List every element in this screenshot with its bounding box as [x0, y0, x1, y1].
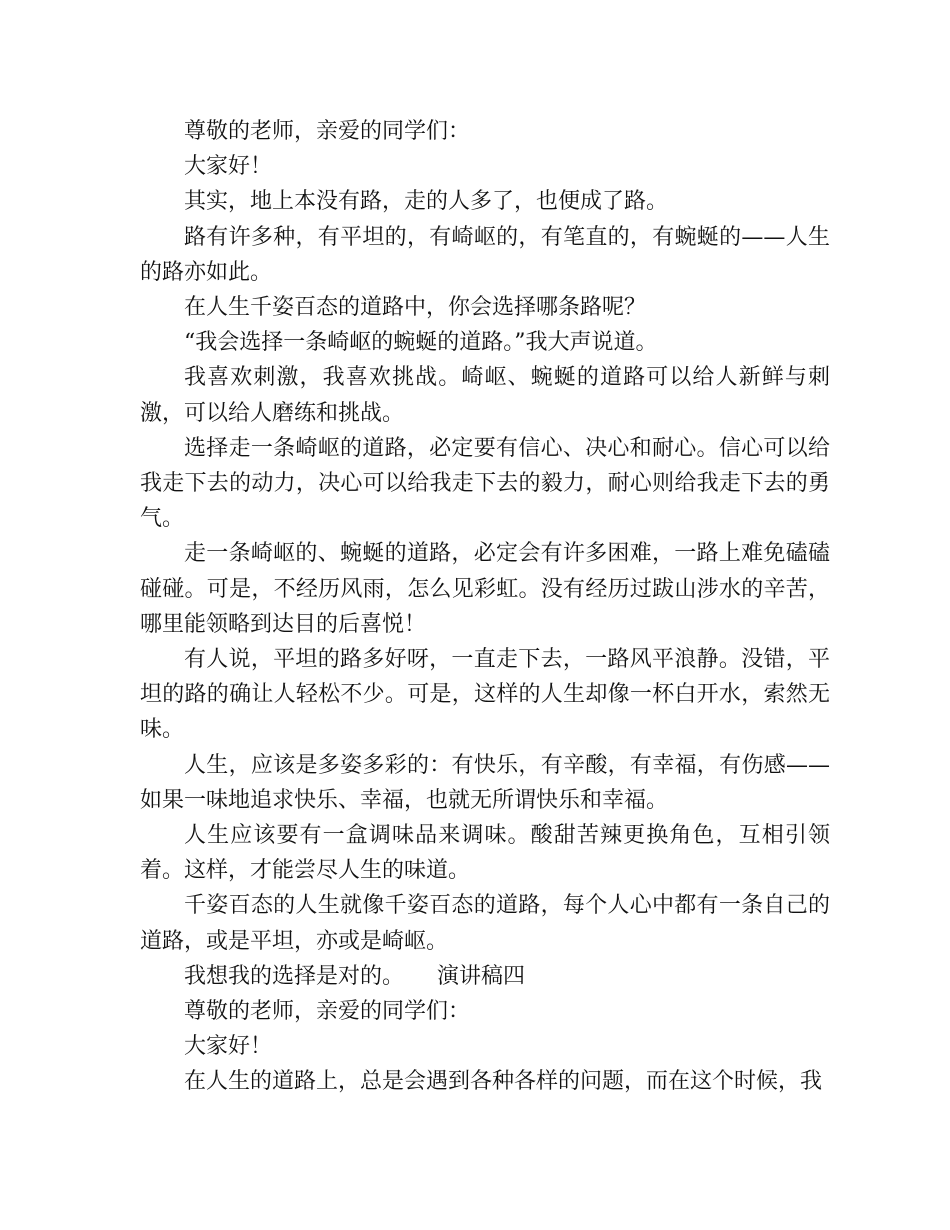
paragraph: 千姿百态的人生就像千姿百态的道路，每个人心中都有一条自己的道路，或是平坦，亦或是崎岖。: [140, 893, 830, 954]
paragraph: 人生应该要有一盒调味品来调味。酸甜苦辣更换角色，互相引领着。这样，才能尝尽人生的味道。: [140, 823, 830, 884]
paragraph: 路有许多种，有平坦的，有崎岖的，有笔直的，有蜿蜒的——人生的路亦如此。: [140, 224, 830, 285]
greeting: 大家好！: [184, 154, 273, 180]
salutation: 尊敬的老师，亲爱的同学们：: [184, 999, 471, 1025]
document-body: [140, 114, 830, 1100]
paragraph: 其实，地上本没有路，走的人多了，也便成了路。: [184, 189, 669, 215]
paragraph-with-heading: 我想我的选择是对的。 演讲稿四: [184, 963, 526, 989]
paragraph: “我会选择一条崎岖的蜿蜒的道路。”我大声说道。: [184, 330, 658, 356]
greeting: 大家好！: [184, 1034, 273, 1060]
salutation: 尊敬的老师，亲爱的同学们：: [184, 119, 471, 144]
paragraph: 在人生千姿百态的道路中，你会选择哪条路呢？: [184, 295, 647, 321]
paragraph: 有人说，平坦的路多好呀，一直走下去，一路风平浪静。没错，平坦的路的确让人轻松不少。可是，这样的人生却像一杯白开水，索然无味。: [140, 647, 830, 743]
paragraph: 我喜欢刺激，我喜欢挑战。崎岖、蜿蜒的道路可以给人新鲜与刺激，可以给人磨练和挑战。: [140, 365, 830, 426]
paragraph: 人生，应该是多姿多彩的：有快乐，有辛酸，有幸福，有伤感——如果一味地追求快乐、幸福，也就无所谓快乐和幸福。: [140, 752, 830, 813]
paragraph: 选择走一条崎岖的道路，必定要有信心、决心和耐心。信心可以给我走下去的动力，决心可以给我走下去的毅力，耐心则给我走下去的勇气。: [140, 435, 830, 532]
paragraph: 在人生的道路上，总是会遇到各种各样的问题，而在这个时候，我: [184, 1069, 823, 1095]
paragraph: 走一条崎岖的、蜿蜒的道路，必定会有许多困难，一路上难免磕磕碰碰。可是，不经历风雨，怎么见彩虹。没有经历过跋山涉水的辛苦，哪里能领略到达目的后喜悦！: [140, 541, 830, 637]
